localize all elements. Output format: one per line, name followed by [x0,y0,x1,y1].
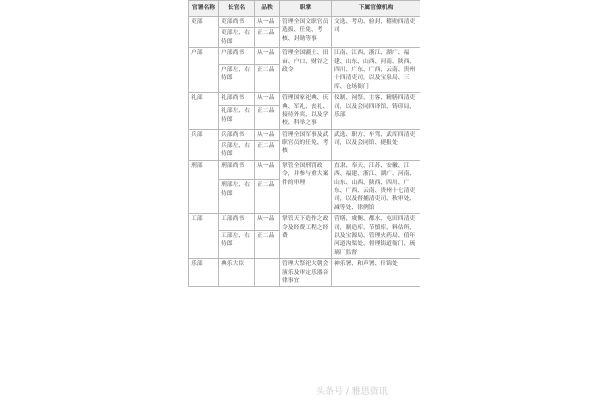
head-rank: 正二品 [255,230,280,259]
table-row [189,129,421,140]
dept-subs: 神乐署、和声署、什锦处 [332,259,421,287]
dept-name: 吏部 [189,17,219,48]
head-rank: 从一品 [255,160,280,179]
dept-name: 工部 [189,214,219,259]
dept-duty: 掌管天下造作之政令及经费工程之经费 [280,214,332,259]
head-title: 刑部尚书 [219,160,255,179]
head-title: 刑部左、右侍郎 [219,180,255,214]
table-row [189,160,421,179]
header-duty: 职掌 [280,1,332,17]
dept-subs: 直隶、奉天、江苏、安徽、江西、福建、浙江、湖广、河南、山东、山西、陕西、四川、广东、广西、云南、贵州十七清吏司，以及督捕清吏司、秋审处、减等处、律例馆 [332,160,421,213]
head-title: 典乐大臣 [219,259,255,287]
head-title: 兵部尚书 [219,129,255,140]
head-title: 礼部左、右侍郎 [219,106,255,129]
head-rank [255,259,280,287]
dept-subs: 武选、职方、车驾、武库四清吏司，以及会同馆、捷报处 [332,129,421,160]
dept-subs: 江南、江西、浙江、湖广、福建、山东、山西、河南、陕西、四川、广东、广西、云南、贵州十四清吏司，以及宝泉局、三库、仓场衙门 [332,48,421,93]
dept-name: 兵部 [189,129,219,160]
dept-duty: 管理国家祀典、庆典、军礼、丧礼、接待外宾、以及学校、科举之事 [280,93,332,130]
head-title: 吏部尚书 [219,17,255,28]
six-ministries-table [188,0,420,287]
header-dept: 官署名称 [189,1,219,17]
head-title: 礼部尚书 [219,93,255,106]
dept-subs: 文选、考功、验封、稽勋四清吏司 [332,17,421,48]
rank-table-wrapper [188,0,420,400]
table-row [189,17,421,28]
dept-duty: 管理全国疆土、田亩、户口、财谷之政令 [280,48,332,93]
dept-duty: 管理全国军事及武职官员的任免、考核 [280,129,332,160]
table-row [189,214,421,230]
head-title: 工部左、右侍郎 [219,230,255,259]
watermark: 头条号 / 雅思资讯 [316,387,388,397]
head-rank: 从一品 [255,93,280,106]
dept-name: 礼部 [189,93,219,130]
head-rank: 从一品 [255,17,280,28]
header-head: 长官名 [219,1,255,17]
table-header-row [189,1,421,17]
head-title: 吏部左、右侍郎 [219,28,255,48]
dept-subs: 仪制、祠祭、主客、精膳四清吏司，以及会同四译馆、铸印局、乐部 [332,93,421,130]
table-row [189,48,421,64]
head-rank: 从一品 [255,48,280,64]
head-rank: 正二品 [255,64,280,93]
dept-duty: 掌管全国刑罚政令，并参与重大案件的审理 [280,160,332,213]
head-rank: 正二品 [255,141,280,161]
head-rank: 正二品 [255,180,280,214]
table-row [189,259,421,287]
dept-subs: 营缮、虞衡、都水、屯田四清吏司，制造库、节慎库、料估所，以及宝源局、管理火药局、值年河道沟渠处、督理街道衙门、琉璃厂监督 [332,214,421,259]
head-title: 户部左、右侍郎 [219,64,255,93]
head-title: 兵部左、右侍郎 [219,141,255,161]
head-rank: 从一品 [255,129,280,140]
head-rank: 从一品 [255,214,280,230]
dept-duty: 管理全国文职官员选拔、任免、考核、封勋等事 [280,17,332,48]
head-rank: 正二品 [255,106,280,129]
dept-name: 户部 [189,48,219,93]
head-title: 户部尚书 [219,48,255,64]
table-row [189,93,421,106]
head-title: 工部尚书 [219,214,255,230]
header-subs: 下属官僚机构 [332,1,421,17]
dept-name: 刑部 [189,160,219,213]
header-rank: 品秩 [255,1,280,17]
head-rank: 正二品 [255,28,280,48]
dept-duty: 管理大祭祀大朝会演乐及审定乐器音律事宜 [280,259,332,287]
dept-name: 乐部 [189,259,219,287]
